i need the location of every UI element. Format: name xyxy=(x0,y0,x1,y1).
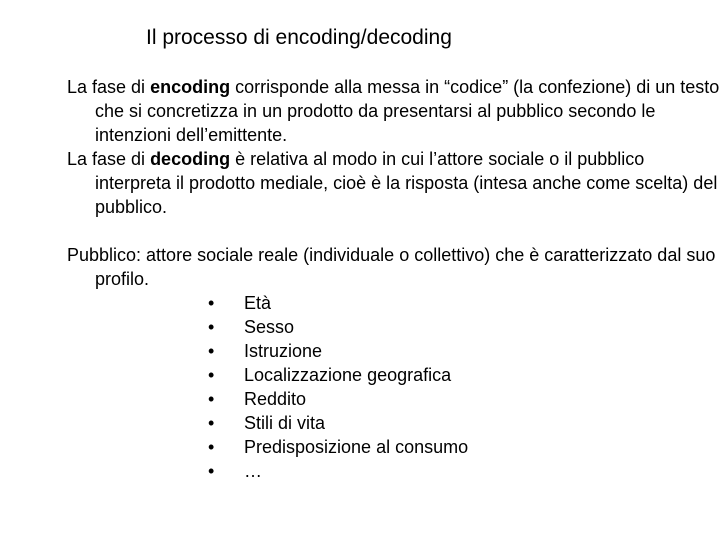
bullet-text: Istruzione xyxy=(244,341,323,361)
decoding-prefix: La fase di xyxy=(67,149,151,169)
profile-bullet-list xyxy=(208,291,468,483)
list-item xyxy=(208,291,468,315)
bullet-text: Localizzazione geografica xyxy=(244,365,452,385)
bullet-icon: • xyxy=(208,317,215,337)
bullet-icon: • xyxy=(208,365,215,385)
bullet-icon: • xyxy=(208,341,215,361)
bullet-text: … xyxy=(244,461,262,481)
bullet-icon: • xyxy=(208,389,215,409)
bullet-icon: • xyxy=(208,293,215,313)
list-item xyxy=(208,435,468,459)
encoding-term: encoding xyxy=(150,77,231,97)
slide-title: Il processo di encoding/decoding xyxy=(146,26,452,49)
bullet-icon: • xyxy=(208,461,215,481)
bullet-text: Età xyxy=(244,293,272,313)
bullet-text: Predisposizione al consumo xyxy=(244,437,469,457)
encoding-prefix: La fase di xyxy=(67,77,151,97)
list-item xyxy=(208,411,468,435)
bullet-icon: • xyxy=(208,437,215,457)
list-item xyxy=(208,387,468,411)
bullet-text: Sesso xyxy=(244,317,295,337)
list-item xyxy=(208,459,468,483)
list-item xyxy=(208,363,468,387)
decoding-paragraph xyxy=(67,147,720,219)
bullet-text: Stili di vita xyxy=(244,413,326,433)
decoding-term: decoding xyxy=(150,149,231,169)
encoding-text: corrisponde alla messa in “codice” (la confezione) di un testo che si concretizza in un prodotto da presentarsi al pubblico secondo le intenzioni dell’emittente. xyxy=(95,77,720,145)
encoding-paragraph xyxy=(67,75,720,147)
list-item xyxy=(208,315,468,339)
audience-paragraph: Pubblico: attore sociale reale (individuale o collettivo) che è caratterizzato dal suo profilo. xyxy=(67,245,716,289)
list-item xyxy=(208,339,468,363)
decoding-text: è relativa al modo in cui l’attore sociale o il pubblico interpreta il prodotto mediale, cioè è la risposta (intesa anche come scelta) del pubblico. xyxy=(95,149,718,217)
bullet-icon: • xyxy=(208,413,215,433)
bullet-text: Reddito xyxy=(244,389,307,409)
